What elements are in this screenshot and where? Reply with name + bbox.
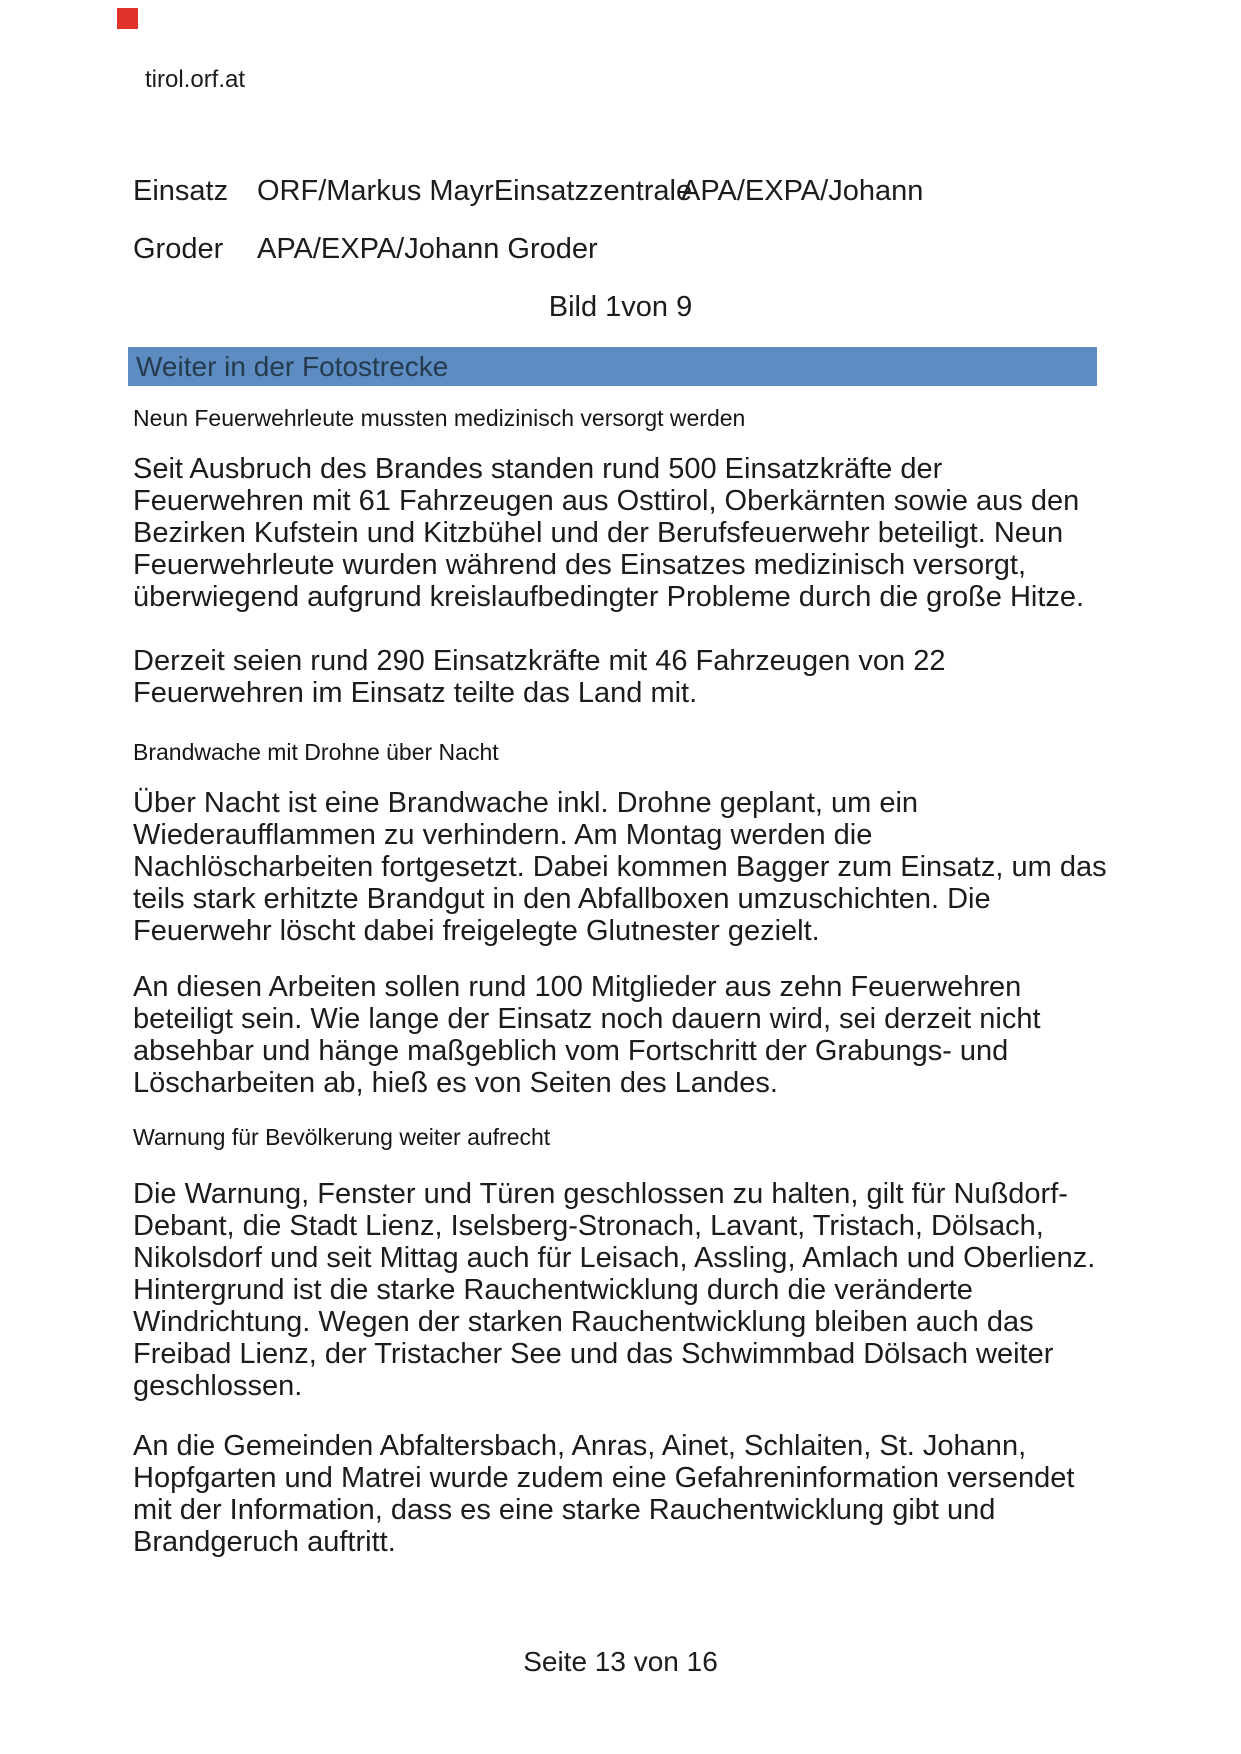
text-line: geschlossen. (133, 1370, 303, 1402)
text-line: Seit Ausbruch des Brandes standen rund 500 Einsatzkräfte der (133, 453, 943, 485)
text-line: Die Warnung, Fenster und Türen geschlossen zu halten, gilt für Nußdorf- (133, 1178, 1068, 1210)
caption-cell: ORF/Markus MayrEinsatzzentrale (257, 175, 693, 207)
article-subheading-3: Warnung für Bevölkerung weiter aufrecht (133, 1124, 551, 1150)
text-line: überwiegend aufgrund kreislaufbedingter Probleme durch die große Hitze. (133, 581, 1085, 613)
gallery-next-label: Weiter in der Fotostrecke (136, 350, 449, 382)
text-line: Freibad Lienz, der Tristacher See und das Schwimmbad Dölsach weiter (133, 1338, 1054, 1370)
caption-cell: Einsatz (133, 175, 229, 207)
gallery-image-counter: Bild 1von 9 (548, 291, 693, 323)
article-subheading-1: Neun Feuerwehrleute mussten medizinisch versorgt werden (133, 405, 746, 431)
text-line: Feuerwehrleute wurden während des Einsatzes medizinisch versorgt, (133, 549, 1026, 581)
article-subheading-2: Brandwache mit Drohne über Nacht (133, 739, 499, 765)
text-line: Bezirken Kufstein und Kitzbühel und der Berufsfeuerwehr beteiligt. Neun (133, 517, 1064, 549)
gallery-next-banner[interactable] (128, 347, 1097, 386)
article-paragraph-6 (133, 1430, 1074, 1558)
text-line: Brandgeruch auftritt. (133, 1526, 396, 1558)
text-line: Hopfgarten und Matrei wurde zudem eine Gefahreninformation versendet (133, 1462, 1075, 1494)
photo-caption-row-2 (133, 232, 1133, 268)
text-line: Nachlöscharbeiten fortgesetzt. Dabei kommen Bagger zum Einsatz, um das (133, 851, 1107, 883)
article-paragraph-5 (133, 1178, 1095, 1402)
text-line: Debant, die Stadt Lienz, Iselsberg-Stronach, Lavant, Tristach, Dölsach, (133, 1210, 1044, 1242)
article-paragraph-3 (133, 787, 1107, 947)
text-line: mit der Information, dass es eine starke Rauchentwicklung gibt und (133, 1494, 996, 1526)
article-paragraph-4 (133, 971, 1041, 1099)
text-line: An die Gemeinden Abfaltersbach, Anras, Ainet, Schlaiten, St. Johann, (133, 1430, 1027, 1462)
article-paragraph-2 (133, 645, 945, 709)
article-paragraph-1 (133, 453, 1084, 613)
red-marker (117, 8, 138, 29)
photo-caption-row-1 (133, 174, 1133, 210)
text-line: Hintergrund ist die starke Rauchentwicklung durch die veränderte (133, 1274, 973, 1306)
text-line: absehbar und hänge maßgeblich vom Fortschritt der Grabungs- und (133, 1035, 1009, 1067)
caption-cell: Groder (133, 233, 224, 265)
caption-cell: APA/EXPA/Johann Groder (257, 233, 598, 265)
text-line: Feuerwehren mit 61 Fahrzeugen aus Osttirol, Oberkärnten sowie aus den (133, 485, 1080, 517)
page-number-indicator: Seite 13 von 16 (523, 1646, 718, 1677)
text-line: Feuerwehr löscht dabei freigelegte Glutnester gezielt. (133, 915, 820, 947)
site-header: tirol.orf.at (145, 66, 246, 93)
text-line: Löscharbeiten ab, hieß es von Seiten des Landes. (133, 1067, 778, 1099)
text-line: Feuerwehren im Einsatz teilte das Land mit. (133, 677, 698, 709)
text-line: Nikolsdorf und seit Mittag auch für Leisach, Assling, Amlach und Oberlienz. (133, 1242, 1096, 1274)
text-line: teils stark erhitzte Brandgut in den Abfallboxen umzuschichten. Die (133, 883, 991, 915)
text-line: Wiederaufflammen zu verhindern. Am Montag werden die (133, 819, 873, 851)
text-line: Windrichtung. Wegen der starken Rauchentwicklung bleiben auch das (133, 1306, 1034, 1338)
text-line: Derzeit seien rund 290 Einsatzkräfte mit 46 Fahrzeugen von 22 (133, 645, 946, 677)
text-line: beteiligt sein. Wie lange der Einsatz noch dauern wird, sei derzeit nicht (133, 1003, 1041, 1035)
caption-cell: APA/EXPA/Johann (681, 175, 924, 207)
text-line: Über Nacht ist eine Brandwache inkl. Drohne geplant, um ein (133, 787, 919, 819)
text-line: An diesen Arbeiten sollen rund 100 Mitglieder aus zehn Feuerwehren (133, 971, 1022, 1003)
